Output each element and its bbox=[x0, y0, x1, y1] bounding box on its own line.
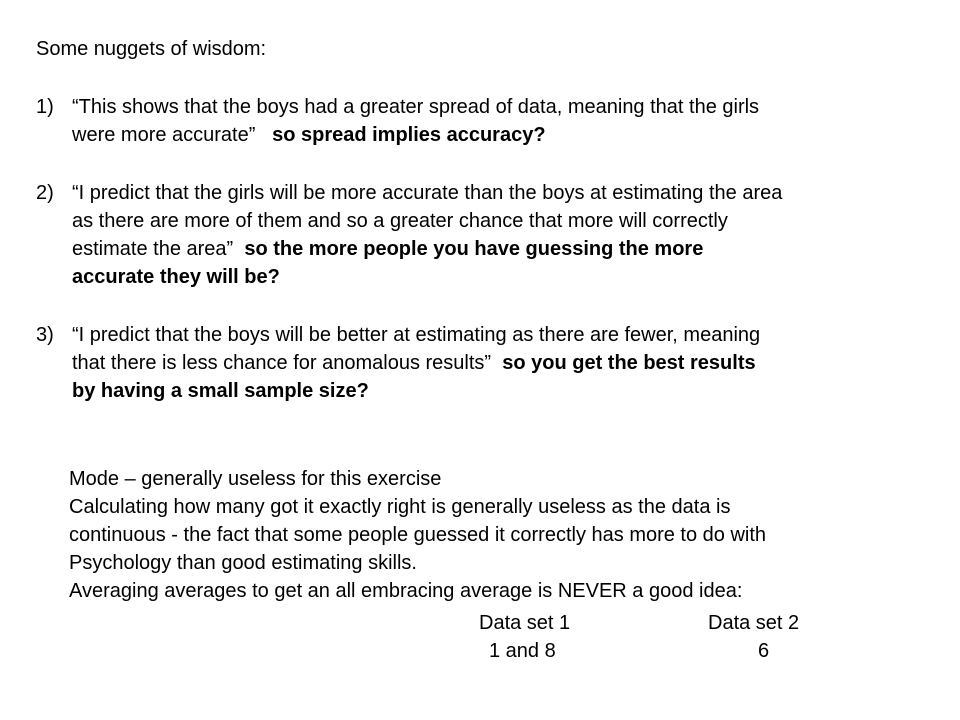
item-line bbox=[72, 235, 703, 263]
table-value-data-set-1: 1 and 8 bbox=[489, 640, 556, 662]
page-heading: Some nuggets of wisdom: bbox=[36, 38, 267, 60]
item-line bbox=[72, 377, 369, 405]
item-number: 3) bbox=[36, 324, 54, 346]
note-line: Averaging averages to get an all embracing average is NEVER a good idea: bbox=[69, 580, 743, 602]
comment-text: so the more people you have guessing the more bbox=[244, 238, 704, 260]
note-line: Calculating how many got it exactly right is generally useless as the data is bbox=[69, 496, 731, 518]
item-line bbox=[72, 93, 759, 121]
quote-text: “This shows that the boys had a greater spread of data, meaning that the girls bbox=[72, 96, 760, 118]
quote-text: “I predict that the girls will be more accurate than the boys at estimating the area bbox=[72, 182, 783, 204]
quote-text: estimate the area” bbox=[72, 238, 234, 260]
item-line bbox=[72, 349, 756, 377]
table-header-data-set-2: Data set 2 bbox=[708, 612, 800, 634]
item-line bbox=[72, 321, 760, 349]
table-value-data-set-2: 6 bbox=[758, 640, 770, 662]
item-line bbox=[72, 179, 782, 207]
quote-text: “I predict that the boys will be better at estimating as there are fewer, meaning bbox=[72, 324, 761, 346]
item-line bbox=[72, 207, 728, 235]
item-number: 1) bbox=[36, 96, 54, 118]
comment-text: accurate they will be? bbox=[72, 266, 280, 288]
comment-text: by having a small sample size? bbox=[72, 380, 369, 402]
comment-text: so you get the best results bbox=[502, 352, 756, 374]
quote-text: as there are more of them and so a greater chance that more will correctly bbox=[72, 210, 728, 232]
note-line: Mode – generally useless for this exercise bbox=[69, 468, 442, 490]
note-line: Psychology than good estimating skills. bbox=[69, 552, 417, 574]
table-header-data-set-1: Data set 1 bbox=[479, 612, 571, 634]
item-line bbox=[72, 263, 280, 291]
quote-text: were more accurate” bbox=[72, 124, 256, 146]
item-line bbox=[72, 121, 546, 149]
item-number: 2) bbox=[36, 182, 54, 204]
note-line: continuous - the fact that some people guessed it correctly has more to do with bbox=[69, 524, 767, 546]
quote-text: that there is less chance for anomalous results” bbox=[72, 352, 492, 374]
comment-text: so spread implies accuracy? bbox=[272, 124, 546, 146]
